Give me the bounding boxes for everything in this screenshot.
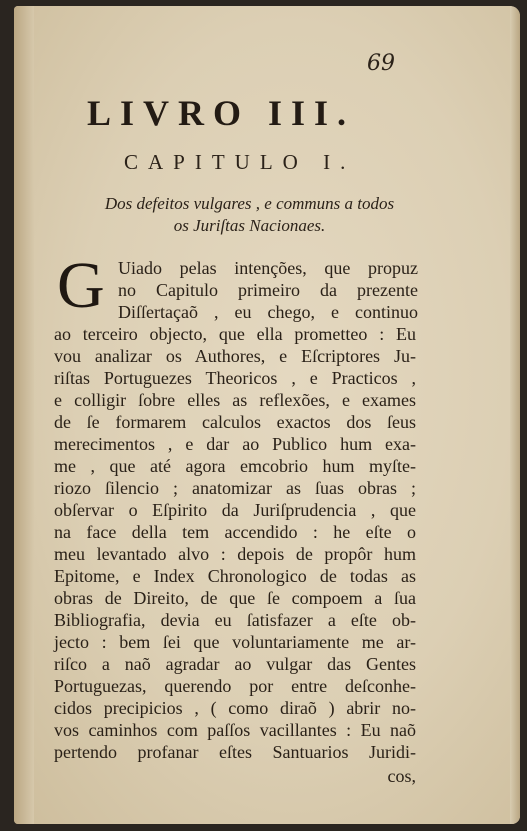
page-edge [510,6,520,824]
chapter-subtitle-line: Dos defeitos vulgares , e communs a todos [104,194,395,213]
body-line: vou analizar os Authores, e Eſcriptores Ju- [54,346,416,366]
body-line: obras de Direito, de que ſe compoem a ſua [54,588,416,608]
page-number: 69 [367,51,395,76]
body-line: no Capitulo primeiro da prezente [118,280,418,300]
book-title: LIVRO III. [87,93,356,133]
body-line: riſco a naõ agradar ao vulgar das Gentes [54,654,416,674]
body-line: merecimentos , e dar ao Publico hum exa- [54,434,416,454]
catchword: cos, [387,766,416,786]
body-line: Epitome, e Index Chronologico de todas as [54,566,416,586]
body-line: riſtas Portuguezes Theoricos , e Practicos , [54,368,416,388]
body-line: Portuguezas, querendo por entre deſconhe- [54,676,416,696]
body-line: Uiado pelas intenções, que propuz [118,258,418,278]
book-page [14,6,520,824]
body-line: Diſſertaçaõ , eu chego, e continuo [118,302,418,322]
chapter-title: CAPITULO I. [124,150,356,174]
body-line: pertendo profanar eſtes Santuarios Juridi- [54,742,416,762]
body-line: me , que até agora emcobrio hum myſte- [54,456,416,476]
body-line: vos caminhos com paſſos vacillantes : Eu naõ [54,720,416,740]
body-line: cidos precipicios , ( como diraõ ) abrir no- [54,698,416,718]
body-line: ao terceiro objecto, que ella prometteo : Eu [54,324,416,344]
body-line: na face della tem accendido : he eſte o [54,522,416,542]
chapter-subtitle-line: os Juriſtas Nacionaes. [173,216,326,235]
body-line: riozo ſilencio ; anatomizar as ſuas obras ; [54,478,416,498]
body-line: e colligir ſobre elles as reflexões, e exames [54,390,416,410]
body-line: jecto : bem ſei que voluntariamente me ar- [54,632,416,652]
body-line: meu levantado alvo : depois de propôr hum [54,544,416,564]
page-gutter [14,6,34,824]
body-line: de ſe formarem calculos exactos dos ſeus [54,412,416,432]
body-line: obſervar o Eſpirito da Juriſprudencia , que [54,500,416,520]
drop-cap: G [57,249,105,322]
body-line: Bibliografia, devia eu ſatisfazer a eſte ob- [54,610,416,630]
